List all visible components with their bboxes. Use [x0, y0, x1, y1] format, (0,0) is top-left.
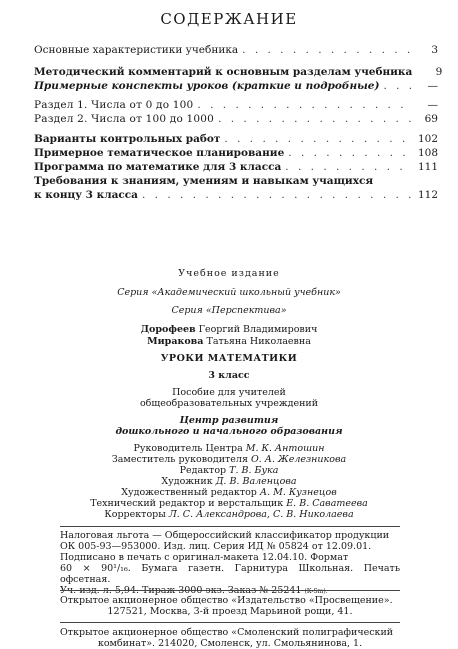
staff-name: Т. В. Бука	[229, 465, 279, 476]
center-name: дошкольного и начального образования	[115, 426, 343, 437]
toc-leader-dots	[224, 133, 412, 145]
toc-leader-dots	[218, 113, 412, 125]
staff-line	[0, 509, 458, 520]
staff-name: Е. В. Саватеева	[286, 498, 368, 509]
toc-row[interactable]	[34, 66, 443, 78]
toc-row[interactable]	[34, 133, 438, 145]
center-name: Центр развития	[179, 415, 279, 426]
toc-row-page: 69	[424, 113, 438, 125]
toc-row[interactable]	[34, 80, 438, 92]
publishing-line: ОК 005-93—953000. Изд. лиц. Серия ИД № 05824 от 12.09.01.	[60, 541, 372, 552]
toc-row[interactable]	[34, 113, 438, 125]
toc-row[interactable]	[34, 44, 438, 56]
toc-row-label: Основные характеристики учебника	[34, 44, 239, 56]
toc-row-page: 102	[417, 133, 438, 145]
staff-name: Л. С. Александрова, С. В. Николаева	[168, 509, 354, 520]
book-title: УРОКИ МАТЕМАТИКИ	[160, 353, 298, 364]
order-code: (К-Sm).	[304, 588, 328, 595]
staff-line	[0, 498, 458, 509]
series-line: Серия «Перспектива»	[171, 305, 287, 316]
toc-row-page: 111	[417, 161, 438, 173]
author-surname: Миракова	[147, 336, 204, 347]
toc-leader-dots	[285, 161, 412, 173]
author-line	[0, 324, 458, 335]
toc-row-label: Примерные конспекты уроков (краткие и подробные)	[34, 80, 380, 92]
toc-row[interactable]	[34, 161, 438, 173]
staff-role: Редактор	[179, 465, 227, 476]
toc-row-label: Примерное тематическое планирование	[34, 147, 285, 159]
printer-address: комбинат». 214020, Смоленск, ул. Смольянинова, 1.	[97, 638, 363, 649]
staff-name: М. К. Антошин	[245, 443, 325, 454]
toc-leader-dots	[288, 147, 412, 159]
publishing-line: Налоговая льгота — Общероссийский классификатор продукции	[60, 530, 390, 541]
publisher-info	[60, 595, 400, 617]
toc-row[interactable]	[34, 99, 438, 111]
staff-name: О. А. Железникова	[250, 454, 347, 465]
grade-label: 3 класс	[208, 370, 250, 381]
author-name: Татьяна Николаевна	[206, 336, 311, 347]
staff-line	[0, 454, 458, 465]
page-title: СОДЕРЖАНИЕ	[160, 10, 298, 28]
staff-line	[0, 465, 458, 476]
staff-line	[0, 443, 458, 454]
edition-type: Учебное издание	[178, 268, 280, 279]
publishing-line: 60 × 90¹/₁₆. Бумага газетн. Гарнитура Школьная. Печать офсетная.	[60, 563, 400, 585]
toc-row-page: 3	[431, 44, 438, 56]
staff-role: Художественный редактор	[121, 487, 257, 498]
toc-leader-dots	[142, 189, 412, 201]
toc-leader-dots	[242, 44, 412, 56]
staff-role: Корректоры	[104, 509, 166, 520]
printer-info	[60, 627, 400, 649]
staff-role: Художник	[161, 476, 213, 487]
toc-row-page: 108	[417, 147, 438, 159]
author-name: Георгий Владимирович	[198, 324, 318, 335]
toc-row-label: Программа по математике для 3 класса	[34, 161, 282, 173]
toc-row-page: —	[427, 99, 438, 111]
divider	[60, 526, 400, 527]
toc-row[interactable]	[34, 175, 438, 187]
printer-line: Открытое акционерное общество «Смоленский полиграфический	[60, 627, 394, 638]
toc-row-page: 9	[435, 66, 443, 78]
series-line: Серия «Академический школьный учебник»	[117, 287, 341, 298]
staff-role: Заместитель руководителя	[111, 454, 248, 465]
toc-row-label: к концу 3 класса	[34, 189, 138, 201]
toc-row-page: —	[427, 80, 438, 92]
publishing-line: Подписано в печать с оригинал-макета 12.04.10. Формат	[60, 552, 349, 563]
toc-row-page: 112	[417, 189, 438, 201]
author-surname: Дорофеев	[140, 324, 196, 335]
toc-leader-dots	[197, 99, 412, 111]
toc-row-label: Требования к знаниям, умениям и навыкам учащихся	[34, 175, 374, 187]
toc-row[interactable]	[34, 147, 438, 159]
author-line	[0, 336, 458, 347]
toc-row-label: Варианты контрольных работ	[34, 133, 221, 145]
toc-row-label: Методический комментарий к основным разделам учебника	[34, 66, 413, 78]
staff-name: Д. В. Валенцова	[215, 476, 297, 487]
purpose-line: Пособие для учителей	[172, 387, 286, 398]
toc-row[interactable]	[34, 189, 438, 201]
staff-line	[0, 487, 458, 498]
publisher-line: Открытое акционерное общество «Издательство «Просвещение».	[60, 595, 393, 606]
staff-line	[0, 476, 458, 487]
toc-row-label: Раздел 2. Числа от 100 до 1000	[34, 113, 215, 125]
publishing-line-text: Уч.-изд. л. 5,94. Тираж 3000 экз. Заказ № 25241	[60, 585, 302, 596]
toc-row-label: Раздел 1. Числа от 0 до 100	[34, 99, 194, 111]
divider	[60, 590, 400, 591]
publisher-address: 127521, Москва, 3-й проезд Марьиной рощи, 41.	[107, 606, 353, 617]
staff-role: Руководитель Центра	[133, 443, 243, 454]
divider	[60, 622, 400, 623]
publishing-details	[60, 530, 400, 597]
purpose-line: общеобразовательных учреждений	[139, 398, 319, 409]
staff-name: А. М. Кузнецов	[259, 487, 337, 498]
staff-role: Технический редактор и верстальщик	[90, 498, 284, 509]
toc-leader-dots	[383, 80, 412, 92]
